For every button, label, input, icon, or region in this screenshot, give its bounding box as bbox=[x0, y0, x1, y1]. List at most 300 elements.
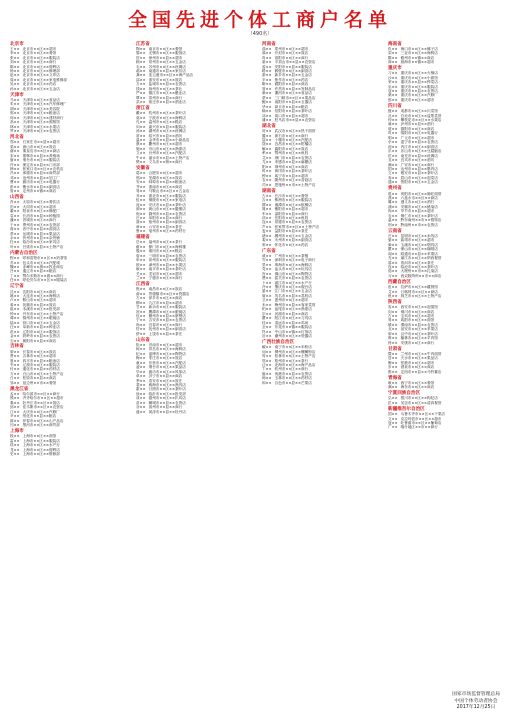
list-item bbox=[10, 245, 132, 249]
business-name: 荆门市××县××农资店 bbox=[274, 155, 312, 160]
business-name: 呼和浩特市××区××奶茶馆 bbox=[22, 256, 68, 261]
name-list-column bbox=[136, 40, 258, 685]
person-name: 庾×× bbox=[388, 336, 398, 341]
person-name: 蒙×× bbox=[262, 95, 272, 100]
business-name: 南阳市××县××玉器店 bbox=[274, 100, 312, 105]
person-name: 裴×× bbox=[136, 383, 146, 388]
business-name: 永州市××县××副食店 bbox=[274, 238, 312, 243]
list-item bbox=[388, 385, 510, 389]
business-name: 平顶山市××县××农资店 bbox=[274, 60, 316, 65]
person-name: 宋×× bbox=[10, 153, 20, 158]
province-heading: 重庆市 bbox=[388, 66, 402, 72]
person-name: 许×× bbox=[10, 162, 20, 167]
business-name: 丽江市××区××纳西餐馆 bbox=[400, 256, 442, 261]
person-name: 陆×× bbox=[10, 320, 20, 325]
business-name: 西安市××区××泡馍馆 bbox=[400, 305, 438, 310]
person-name: 靳×× bbox=[262, 82, 272, 87]
person-name: 邓×× bbox=[10, 175, 20, 180]
person-name: 赵×× bbox=[10, 73, 20, 78]
business-name: 鹰潭市××区××眼镜店 bbox=[148, 309, 186, 314]
person-name: 简×× bbox=[262, 207, 272, 212]
person-name: 饶×× bbox=[262, 142, 272, 147]
person-name: 马×× bbox=[10, 97, 20, 102]
person-name: 贺×× bbox=[136, 55, 146, 60]
business-name: 上海市××区××便利店 bbox=[22, 447, 60, 452]
business-name: 濮阳市××县××商店 bbox=[274, 82, 309, 87]
business-name: 开封市××区××饭店 bbox=[274, 51, 309, 56]
business-name: 威海市××区××渔具店 bbox=[148, 383, 186, 388]
person-name: 邢×× bbox=[136, 175, 146, 180]
province-heading: 安徽省 bbox=[136, 166, 150, 172]
person-name: 燕×× bbox=[388, 195, 398, 200]
person-name: 余×× bbox=[10, 236, 20, 241]
person-name: 纪×× bbox=[136, 351, 146, 356]
person-name: 朱×× bbox=[10, 102, 20, 107]
business-name: 哈尔滨市××区××商行 bbox=[22, 391, 60, 396]
person-name: 夏×× bbox=[10, 358, 20, 363]
list-item bbox=[388, 274, 510, 278]
person-name: 司×× bbox=[262, 182, 272, 187]
business-name: 邯郸市××县××养殖场 bbox=[22, 153, 60, 158]
business-name: 东莞市××镇××服装店 bbox=[274, 325, 312, 330]
business-name: 晋城市××区××商行 bbox=[22, 218, 57, 223]
person-name: 李×× bbox=[10, 51, 20, 56]
business-name: 芜湖市××区××饭店 bbox=[148, 175, 183, 180]
business-name: 徐州市××县××超市 bbox=[148, 55, 183, 60]
business-name: 辽阳市××区××服饰店 bbox=[22, 329, 60, 334]
province-heading: 四川省 bbox=[388, 103, 402, 109]
business-name: 延边州××市××餐馆 bbox=[22, 380, 57, 385]
business-name: 咸宁市××县××超市 bbox=[274, 173, 309, 178]
person-name: 顾×× bbox=[136, 60, 146, 65]
business-name: 清远市××县××鸡场 bbox=[274, 320, 309, 325]
business-name: 绥化市××县××粮店 bbox=[22, 414, 57, 419]
person-name: 董×× bbox=[10, 209, 20, 214]
business-name: 襄阳市××区××饭店 bbox=[274, 146, 309, 151]
list-item bbox=[388, 370, 510, 374]
person-name: 戚×× bbox=[262, 253, 272, 258]
person-name: 严×× bbox=[136, 91, 146, 96]
business-name: 毕节市××县××超市 bbox=[400, 209, 435, 214]
person-name: 柴×× bbox=[388, 242, 398, 247]
person-name: 文×× bbox=[388, 171, 398, 176]
person-name: 郑×× bbox=[10, 140, 20, 145]
person-name: 樊×× bbox=[136, 160, 146, 165]
business-name: 长沙市××区××餐馆 bbox=[274, 193, 309, 198]
business-name: 延安市××区××苹果店 bbox=[400, 327, 438, 332]
business-name: 六盘水市××区××商店 bbox=[400, 195, 438, 200]
list-item bbox=[10, 339, 132, 343]
person-name: 尚×× bbox=[136, 322, 146, 327]
person-name: 谭×× bbox=[10, 316, 20, 321]
business-name: 东营市××区××汽配店 bbox=[148, 360, 186, 365]
business-name: 怀化市××区××药店 bbox=[274, 242, 309, 247]
person-name: 申×× bbox=[136, 258, 146, 263]
person-name: 周×× bbox=[10, 77, 20, 82]
business-name: 宿州市××县××副食店 bbox=[148, 220, 186, 225]
person-name: 雷×× bbox=[10, 438, 20, 443]
business-name: 梧州市××区××茶行 bbox=[274, 358, 309, 363]
person-name: 成×× bbox=[136, 396, 146, 401]
document-title: 全国先进个体工商户名单 bbox=[127, 9, 392, 31]
business-name: 随州市××区××香菇店 bbox=[274, 178, 312, 183]
person-name: 都×× bbox=[388, 369, 398, 374]
list-item bbox=[262, 183, 384, 187]
person-name: 王×× bbox=[10, 46, 20, 51]
person-name: 姜×× bbox=[10, 302, 20, 307]
person-name: 褚×× bbox=[262, 233, 272, 238]
person-name: 宫×× bbox=[262, 271, 272, 276]
business-name: 北京市××区××便利店 bbox=[22, 64, 60, 69]
province-heading: 海南省 bbox=[388, 41, 402, 47]
business-name: 荆州市××区××商店 bbox=[274, 164, 309, 169]
person-name: 栾×× bbox=[388, 51, 398, 56]
person-name: 全×× bbox=[262, 325, 272, 330]
business-name: 呼伦贝尔市××区××服装店 bbox=[22, 278, 68, 283]
person-name: 蒲×× bbox=[262, 117, 272, 122]
business-name: 贵阳市××区××肠旺面馆 bbox=[400, 191, 442, 196]
person-name: 乐×× bbox=[388, 149, 398, 154]
business-name: 遂宁市××县××农资店 bbox=[400, 140, 438, 145]
business-name: 天津市××区××水果店 bbox=[22, 124, 60, 129]
business-name: 重庆市××县××农资店 bbox=[400, 89, 438, 94]
business-name: 无锡市××区××服饰店 bbox=[148, 51, 186, 56]
business-name: 遵义市××区××酒行 bbox=[400, 200, 435, 205]
business-name: 北京市××区××超市 bbox=[22, 46, 57, 51]
business-name: 赤峰市××旗××牧业商店 bbox=[22, 265, 64, 269]
business-name: 兰州市××区××牛肉面馆 bbox=[400, 351, 442, 356]
business-name: 上海市××区××维修部 bbox=[22, 452, 60, 457]
person-name: 闵×× bbox=[262, 349, 272, 354]
list-item bbox=[262, 118, 384, 122]
list-item bbox=[388, 425, 510, 429]
person-name: 时×× bbox=[262, 169, 272, 174]
business-name: 江门市××区××五金店 bbox=[274, 289, 312, 294]
business-name: 南昌市××区××饭店 bbox=[148, 287, 183, 292]
list-item bbox=[136, 160, 258, 164]
person-name: 牛×× bbox=[136, 155, 146, 160]
person-name: 郎×× bbox=[388, 97, 398, 102]
person-name: 沙×× bbox=[388, 75, 398, 80]
business-name: 厦门市××区××海鲜楼 bbox=[148, 244, 186, 249]
business-name: 汉中市××区××茶叶店 bbox=[400, 331, 438, 336]
business-name: 达州市××县××腊肉店 bbox=[400, 166, 438, 171]
person-name: 晏×× bbox=[262, 289, 272, 294]
business-name: 重庆市××县××榨菜店 bbox=[400, 80, 438, 85]
person-name: 邱×× bbox=[10, 405, 20, 410]
business-name: 桂林市××区××土特产店 bbox=[274, 354, 316, 359]
business-name: 昆明市××区××米线店 bbox=[400, 233, 438, 238]
list-item bbox=[10, 278, 132, 282]
business-name: 钦州市××区××商行 bbox=[274, 367, 309, 372]
business-name: 天津市××区××美容院 bbox=[22, 106, 60, 111]
business-name: 琼海市××镇××超市 bbox=[400, 60, 435, 65]
person-name: 欧×× bbox=[136, 262, 146, 267]
business-name: 沧州市××县××加工厂 bbox=[22, 175, 60, 180]
business-name: 信阳市××县××茶叶店 bbox=[274, 109, 312, 114]
person-name: 广×× bbox=[388, 425, 398, 430]
person-name: 鲁×× bbox=[136, 229, 146, 234]
business-name: 北京市××区××修理部 bbox=[22, 68, 60, 73]
business-name: 鄂尔多斯市××旗××商行 bbox=[22, 273, 64, 278]
business-name: 雅安市××县××茶叶店 bbox=[400, 171, 438, 176]
business-name: 抚顺市××县××饭店 bbox=[22, 302, 57, 307]
person-name: 芦×× bbox=[262, 224, 272, 229]
person-name: 路×× bbox=[262, 68, 272, 73]
person-name: 连×× bbox=[262, 220, 272, 225]
person-name: 柯×× bbox=[136, 347, 146, 352]
business-name: 沈阳市××区××商店 bbox=[22, 289, 57, 294]
business-name: 衢州市××区××超市 bbox=[148, 142, 183, 147]
business-name: 常州市××区××五金店 bbox=[148, 60, 186, 65]
person-name: 高×× bbox=[10, 120, 20, 125]
business-name: 济南市××区××超市 bbox=[148, 342, 183, 347]
person-name: 尤×× bbox=[262, 160, 272, 165]
business-name: 吉安市××县××农资店 bbox=[148, 318, 186, 323]
person-name: 终×× bbox=[388, 340, 398, 345]
person-name: 鱼×× bbox=[388, 293, 398, 298]
person-name: 龙×× bbox=[10, 447, 20, 452]
person-name: 应×× bbox=[262, 334, 272, 338]
business-name: 广州市××区××茶楼 bbox=[274, 253, 309, 258]
person-name: 明×× bbox=[388, 135, 398, 140]
business-name: 泰州市××县××商行 bbox=[148, 95, 183, 100]
list-item bbox=[388, 98, 510, 102]
business-name: 鹤壁市××区××副食店 bbox=[274, 68, 312, 73]
business-name: 许昌市××县××发制品店 bbox=[274, 86, 316, 91]
list-item bbox=[136, 276, 258, 280]
business-name: 天水市××区××果品店 bbox=[400, 356, 438, 361]
business-name: 百色市××县××芒果店 bbox=[274, 380, 312, 385]
business-name: 大同市××区××超市 bbox=[22, 204, 57, 209]
person-name: 石×× bbox=[10, 338, 20, 343]
person-name: 乔×× bbox=[136, 193, 146, 198]
person-name: 别×× bbox=[388, 222, 398, 227]
business-name: 青岛市××区××海鲜店 bbox=[148, 347, 186, 352]
list-item bbox=[10, 129, 132, 133]
business-name: 常德市××县××农资店 bbox=[274, 220, 312, 225]
business-name: 太原市××区××餐饮店 bbox=[22, 200, 60, 205]
person-name: 俞×× bbox=[136, 291, 146, 296]
business-name: 日照市××区××茶叶店 bbox=[148, 387, 186, 392]
business-name: 定西市××县××马铃薯店 bbox=[400, 369, 442, 374]
business-name: 南通市××县××家纺店 bbox=[148, 68, 186, 73]
person-name: 肖×× bbox=[10, 200, 20, 205]
business-name: 佛山市××区××陶瓷店 bbox=[274, 271, 312, 276]
person-name: 潘×× bbox=[10, 218, 20, 223]
business-name: 合肥市××区××超市 bbox=[148, 171, 183, 176]
business-name: 郴州市××区××五金店 bbox=[274, 233, 312, 238]
business-name: 泰安市××区××饭庄 bbox=[148, 378, 183, 383]
business-name: 张掖市××区××超市 bbox=[400, 360, 435, 365]
business-name: 黔南州××市××农资店 bbox=[400, 222, 438, 227]
business-name: 枣庄市××区××饭店 bbox=[148, 356, 183, 361]
business-name: 天津市××区××食品店 bbox=[22, 97, 60, 102]
business-name: 湘潭市××区××槟榔店 bbox=[274, 202, 312, 207]
business-name: 齐齐哈尔市××区××超市 bbox=[22, 396, 64, 401]
list-item bbox=[10, 423, 132, 427]
person-name: 游×× bbox=[262, 73, 272, 78]
person-name: 谷×× bbox=[136, 405, 146, 410]
business-name: 汕尾市××区××渔需店 bbox=[274, 307, 312, 312]
person-name: 穆×× bbox=[262, 173, 272, 178]
person-name: 江×× bbox=[10, 409, 20, 414]
province-heading: 甘肃省 bbox=[388, 346, 402, 352]
list-item bbox=[388, 180, 510, 184]
person-name: 娄×× bbox=[262, 238, 272, 243]
business-name: 德州市××区××扒鸡店 bbox=[148, 396, 186, 401]
person-name: 廖×× bbox=[388, 331, 398, 336]
business-name: 银川市××区××枸杞店 bbox=[400, 396, 438, 401]
business-name: 嘉兴市××县××服装店 bbox=[148, 124, 186, 129]
business-name: 阜阳市××县××商行 bbox=[148, 215, 183, 220]
person-name: 古×× bbox=[388, 314, 398, 319]
business-name: 南宁市××区××米粉店 bbox=[274, 345, 312, 350]
business-name: 西双版纳州××市××商店 bbox=[400, 273, 442, 278]
person-name: 柳×× bbox=[136, 300, 146, 305]
business-name: 淮南市××区××商店 bbox=[148, 184, 183, 189]
person-name: 佘×× bbox=[388, 140, 398, 145]
person-name: 凌×× bbox=[136, 365, 146, 370]
person-name: 屈×× bbox=[262, 138, 272, 143]
person-name: 吉×× bbox=[262, 198, 272, 203]
province-heading: 贵州省 bbox=[388, 186, 402, 192]
business-name: 佳木斯市××区××农资店 bbox=[22, 405, 64, 410]
person-name: 魏×× bbox=[10, 265, 20, 269]
business-name: 上海市××区××水产行 bbox=[22, 443, 60, 448]
business-name: 林芝市××区××土特产店 bbox=[400, 293, 442, 298]
business-name: 长治市××县××种植园 bbox=[22, 213, 60, 218]
business-name: 衡阳市××县××超市 bbox=[274, 207, 309, 212]
person-name: 莫×× bbox=[136, 115, 146, 120]
business-name: 伊春市××区××山产品店 bbox=[22, 418, 64, 423]
person-name: 尹×× bbox=[10, 414, 20, 419]
person-name: 连×× bbox=[388, 265, 398, 269]
business-name: 上海市××区××面馆 bbox=[22, 434, 57, 439]
person-name: 彭×× bbox=[10, 184, 20, 189]
business-name: 铜川市××区××商店 bbox=[400, 309, 435, 314]
person-name: 苏×× bbox=[10, 260, 20, 265]
person-name: 唐×× bbox=[10, 158, 20, 163]
business-name: 南充市××县××丝绸店 bbox=[400, 153, 438, 158]
person-name: 管×× bbox=[262, 86, 272, 91]
person-name: 何×× bbox=[10, 115, 20, 120]
business-name: 珠海市××区××海鲜店 bbox=[274, 262, 312, 267]
person-name: 沈×× bbox=[10, 289, 20, 294]
business-name: 南平市××县××茶叶店 bbox=[148, 267, 186, 272]
person-name: 卢×× bbox=[10, 298, 20, 303]
business-name: 铁岭市××县××农资店 bbox=[22, 334, 60, 339]
person-name: 葛×× bbox=[136, 171, 146, 176]
person-name: 郝×× bbox=[136, 68, 146, 73]
business-name: 阳泉市××区××修配厂 bbox=[22, 209, 60, 214]
person-name: 向×× bbox=[388, 309, 398, 314]
business-name: 绍兴市××县××酒坊 bbox=[148, 133, 183, 138]
person-name: 慕×× bbox=[388, 260, 398, 265]
business-name: 玉溪市××区××烟具店 bbox=[400, 242, 438, 247]
person-name: 侯×× bbox=[10, 443, 20, 448]
person-name: 曾×× bbox=[10, 189, 20, 194]
person-name: 白×× bbox=[10, 376, 20, 381]
business-name: 漳州市××县××水果店 bbox=[148, 262, 186, 267]
business-name: 日喀则市××区××商店 bbox=[400, 289, 438, 294]
person-name: 姚×× bbox=[10, 293, 20, 298]
business-name: 济宁市××县××商店 bbox=[148, 374, 183, 379]
business-name: 梅州市××县××客家菜馆 bbox=[274, 302, 316, 307]
business-name: 武汉市××区××热干面馆 bbox=[274, 129, 316, 134]
business-name: 广安市××区××商行 bbox=[400, 162, 435, 167]
business-name: 朔州市××区××农资部 bbox=[22, 222, 60, 227]
person-name: 倪×× bbox=[136, 211, 146, 216]
business-name: 宿迁市××县××酒业店 bbox=[148, 100, 186, 105]
person-name: 于×× bbox=[10, 222, 20, 227]
business-name: 益阳市××县××茶庄 bbox=[274, 229, 309, 234]
person-name: 居×× bbox=[388, 356, 398, 361]
business-name: 宝鸡市××区××超市 bbox=[400, 314, 435, 319]
business-name: 烟台市××区××果品店 bbox=[148, 365, 186, 370]
business-name: 新乡市××县××五金店 bbox=[274, 73, 312, 78]
business-name: 天津市××区××汽车修理厂 bbox=[22, 102, 68, 107]
person-name: 邹×× bbox=[10, 380, 20, 385]
person-name: 刁×× bbox=[388, 71, 398, 76]
business-name: 成都市××区××川菜馆 bbox=[400, 109, 438, 114]
business-name: 深圳市××区××电子商行 bbox=[274, 258, 316, 263]
business-name: 北京市××区××服装店 bbox=[22, 55, 60, 60]
person-name: 巫×× bbox=[388, 84, 398, 89]
person-name: 边×× bbox=[262, 362, 272, 367]
business-name: 株洲市××区××服装店 bbox=[274, 198, 312, 203]
person-name: 慎×× bbox=[388, 322, 398, 327]
business-name: 漯河市××区××食品店 bbox=[274, 91, 312, 96]
person-name: 景×× bbox=[262, 262, 272, 267]
list-item bbox=[388, 401, 510, 405]
person-name: 戴×× bbox=[136, 111, 146, 116]
person-name: 匡×× bbox=[388, 400, 398, 405]
person-name: 鲍×× bbox=[262, 100, 272, 105]
person-name: 武×× bbox=[136, 100, 146, 105]
business-name: 张家界市××区××土特产店 bbox=[274, 224, 320, 229]
business-name: 肇庆市××区××砚台店 bbox=[274, 285, 312, 290]
person-name: 窦×× bbox=[262, 242, 272, 247]
business-name: 景德镇市××区××瓷器店 bbox=[148, 291, 190, 296]
person-name: 付×× bbox=[10, 367, 20, 372]
list-item bbox=[10, 452, 132, 456]
business-name: 蚌埠市××县××粮油店 bbox=[148, 180, 186, 185]
person-name: 席×× bbox=[262, 293, 272, 298]
business-name: 安阳市××县××服装店 bbox=[274, 64, 312, 69]
person-name: 缪×× bbox=[262, 202, 272, 207]
person-name: 辛×× bbox=[262, 77, 272, 82]
business-name: 吴忠市××区××清真餐馆 bbox=[400, 400, 442, 405]
person-name: 方×× bbox=[10, 371, 20, 376]
person-name: 汪×× bbox=[10, 325, 20, 330]
province-heading: 青海省 bbox=[388, 375, 402, 381]
person-name: 农×× bbox=[262, 178, 272, 183]
business-name: 泸州市××县××酒行 bbox=[400, 122, 435, 127]
person-name: 弘×× bbox=[388, 396, 398, 401]
business-name: 黄冈市××县××茶叶店 bbox=[274, 169, 312, 174]
document-footer bbox=[452, 692, 500, 712]
province-heading: 天津市 bbox=[10, 92, 24, 98]
person-name: 桑×× bbox=[388, 93, 398, 98]
business-name: 滨州市××县××商行 bbox=[148, 405, 183, 410]
person-name: 贾×× bbox=[10, 354, 20, 359]
person-name: 冯×× bbox=[10, 171, 20, 176]
province-heading: 湖南省 bbox=[262, 188, 276, 194]
person-name: 茹×× bbox=[388, 269, 398, 274]
business-name: 忻州市××县××杂货铺 bbox=[22, 236, 60, 241]
person-name: 甘×× bbox=[136, 305, 146, 310]
